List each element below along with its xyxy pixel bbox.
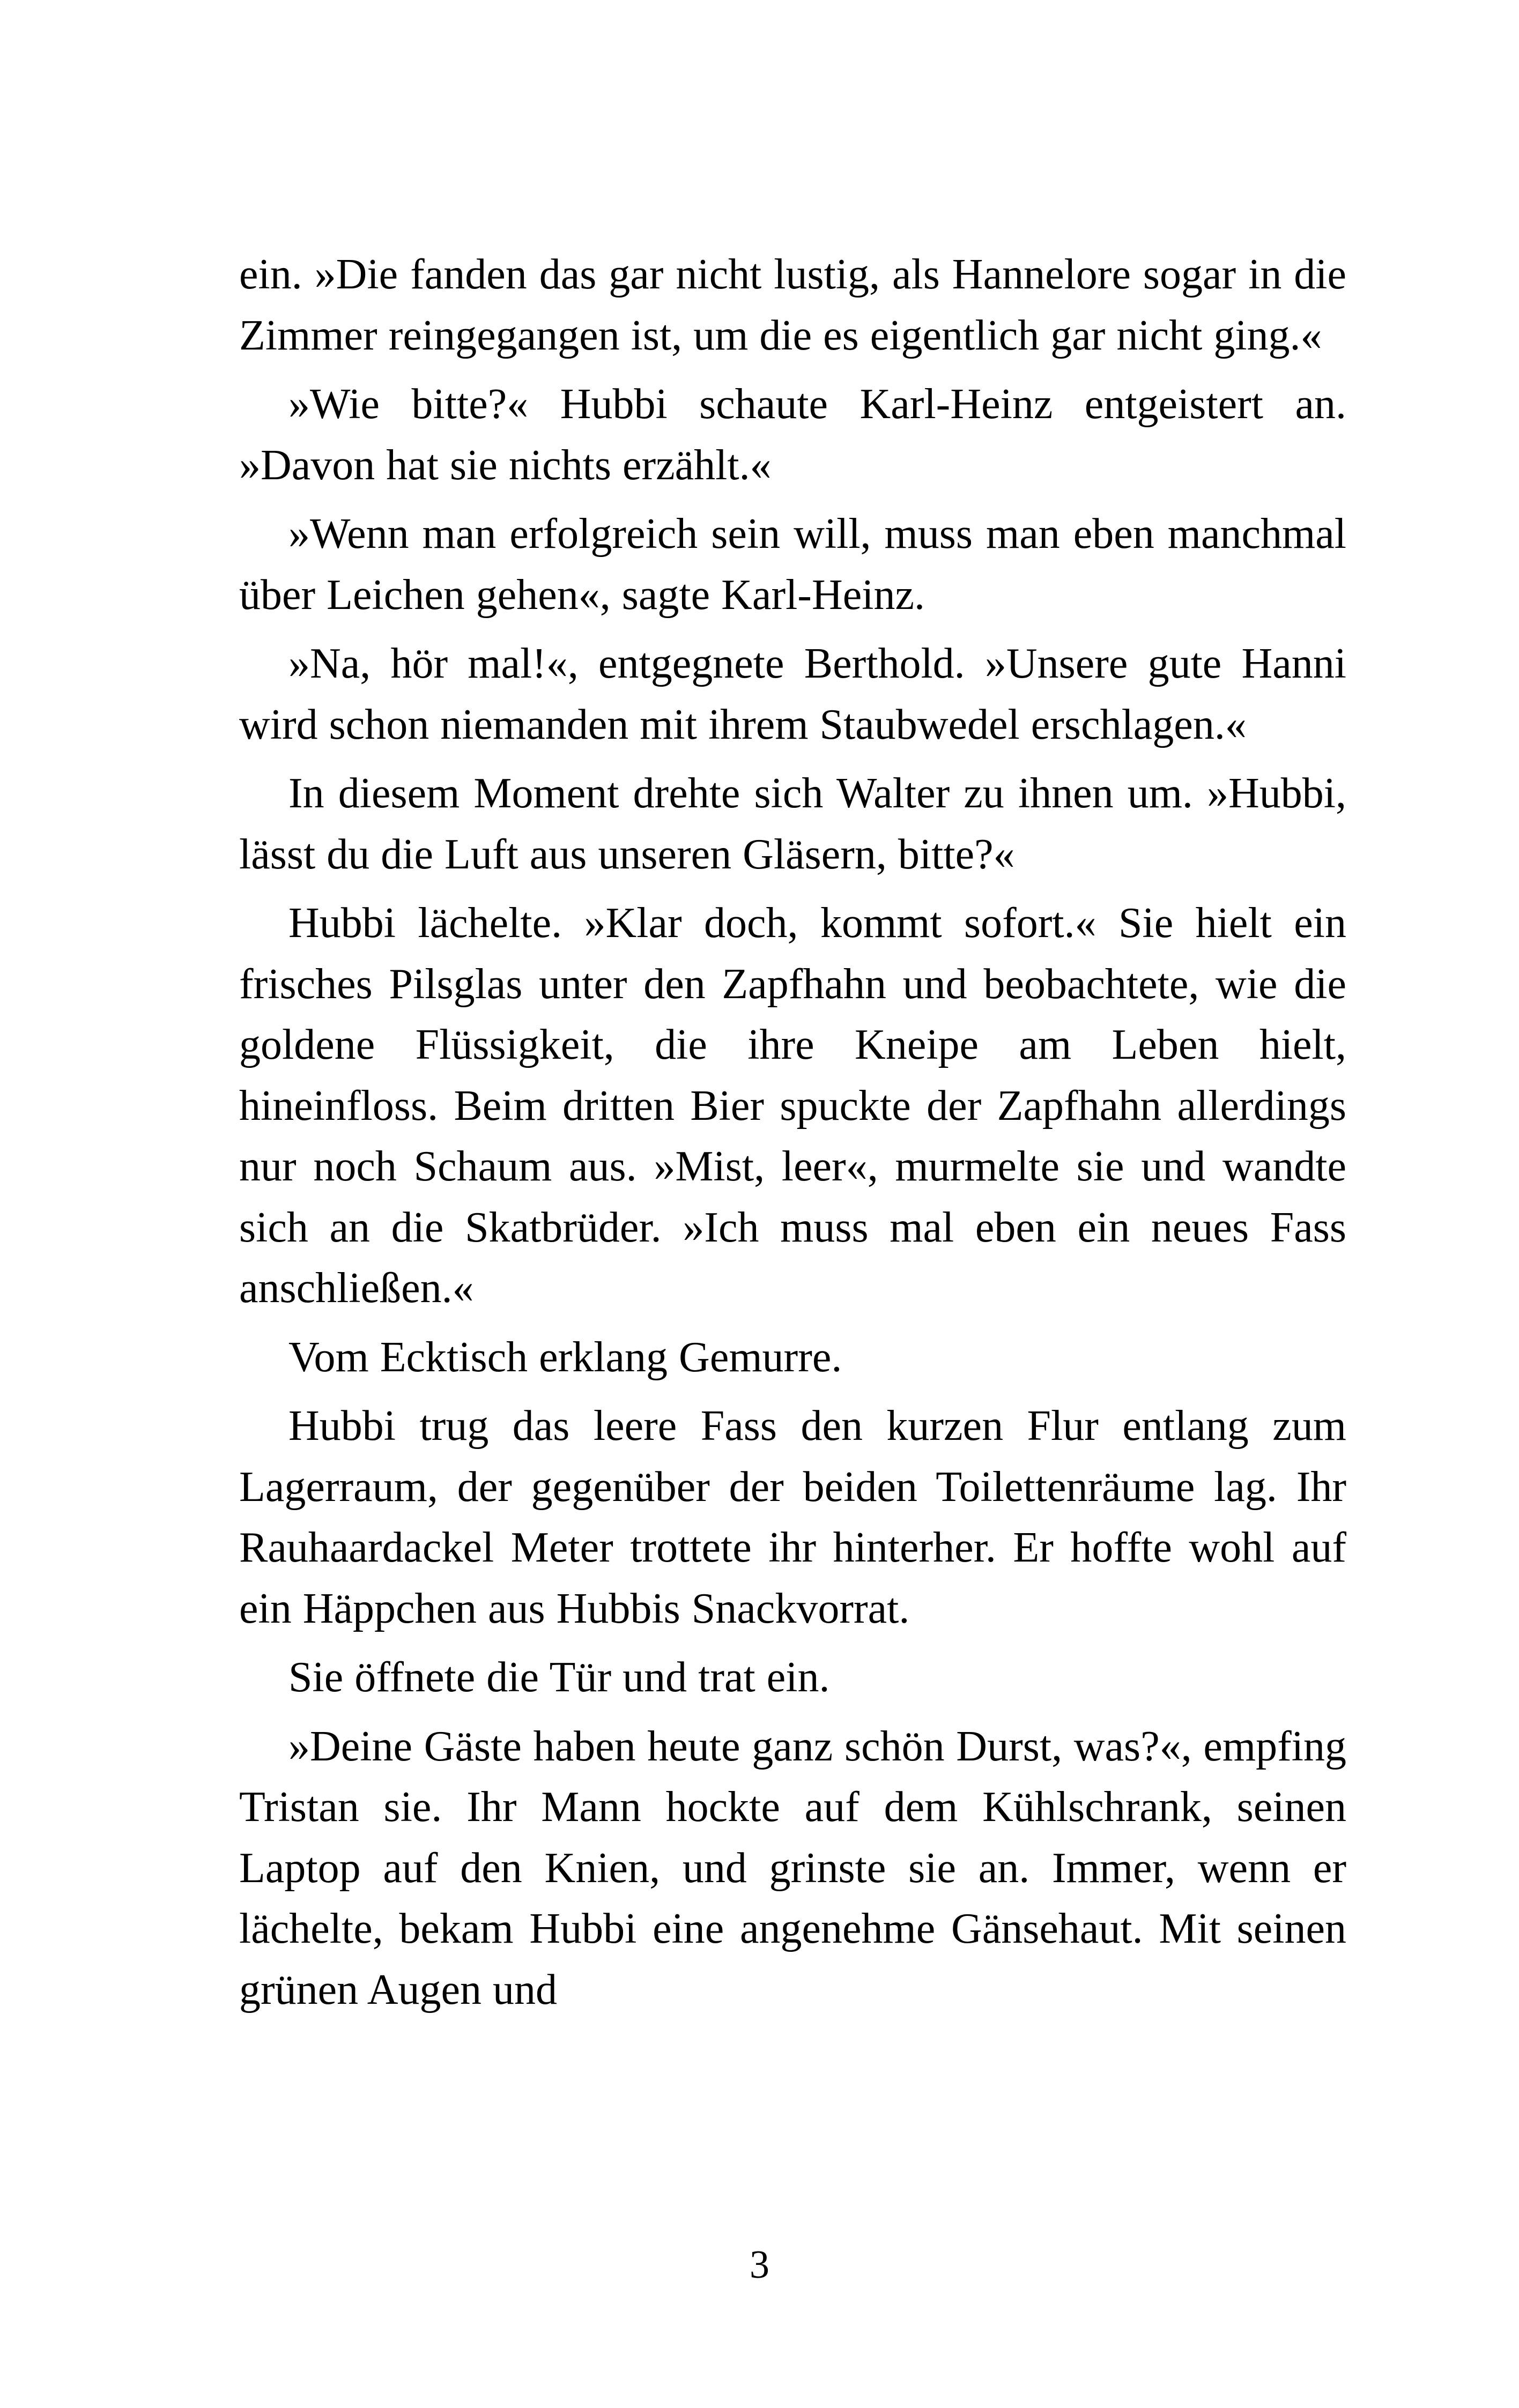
body-text: [239, 244, 1346, 2028]
paragraph-9: Sie öffnete die Tür und trat ein.: [288, 1654, 830, 1701]
paragraph-4: »Na, hör mal!«, entgegnete Berthold. »Unsere gute Hanni wird schon niemanden mit ihrem Staubwedel erschlagen.«: [239, 640, 1346, 748]
paragraph-10: »Deine Gäste haben heute ganz schön Durst, was?«, empfing Tristan sie. Ihr Mann hockte auf dem Kühlschrank, seinen Laptop auf den Knien, und grinste sie an. Immer, wenn er lächelte, bekam Hubbi eine angenehme Gänsehaut. Mit seinen grünen Augen und: [239, 1722, 1346, 2013]
page-number: 3: [750, 2243, 769, 2287]
paragraph-6: Hubbi lächelte. »Klar doch, kommt sofort.« Sie hielt ein frisches Pilsglas unter den Zapfhahn und beobachtete, wie die goldene Flüssigkeit, die ihre Kneipe am Leben hielt, hineinfloss. Beim dritten Bier spuckte der Zapfhahn allerdings nur noch Schaum aus. »Mist, leer«, murmelte sie und wandte sich an die Skatbrüder. »Ich muss mal eben ein neues Fass anschließen.«: [239, 900, 1346, 1312]
paragraph-7: Vom Ecktisch erklang Gemurre.: [288, 1333, 842, 1381]
paragraph-1: ein. »Die fanden das gar nicht lustig, als Hannelore sogar in die Zimmer reingegangen ist, um die es eigentlich gar nicht ging.«: [239, 251, 1346, 359]
paragraph-5: In diesem Moment drehte sich Walter zu ihnen um. »Hubbi, lässt du die Luft aus unseren Gläsern, bitte?«: [239, 770, 1346, 878]
paragraph-8: Hubbi trug das leere Fass den kurzen Flur entlang zum Lagerraum, der gegenüber der beiden Toilettenräume lag. Ihr Rauhaardackel Meter trottete ihr hinterher. Er hoffte wohl auf ein Häppchen aus Hubbis Snackvorrat.: [239, 1402, 1346, 1632]
paragraph-3: »Wenn man erfolgreich sein will, muss man eben manchmal über Leichen gehen«, sagte Karl-Heinz.: [239, 510, 1346, 619]
paragraph-2: »Wie bitte?« Hubbi schaute Karl-Heinz entgeistert an. »Davon hat sie nichts erzählt.«: [239, 381, 1346, 489]
